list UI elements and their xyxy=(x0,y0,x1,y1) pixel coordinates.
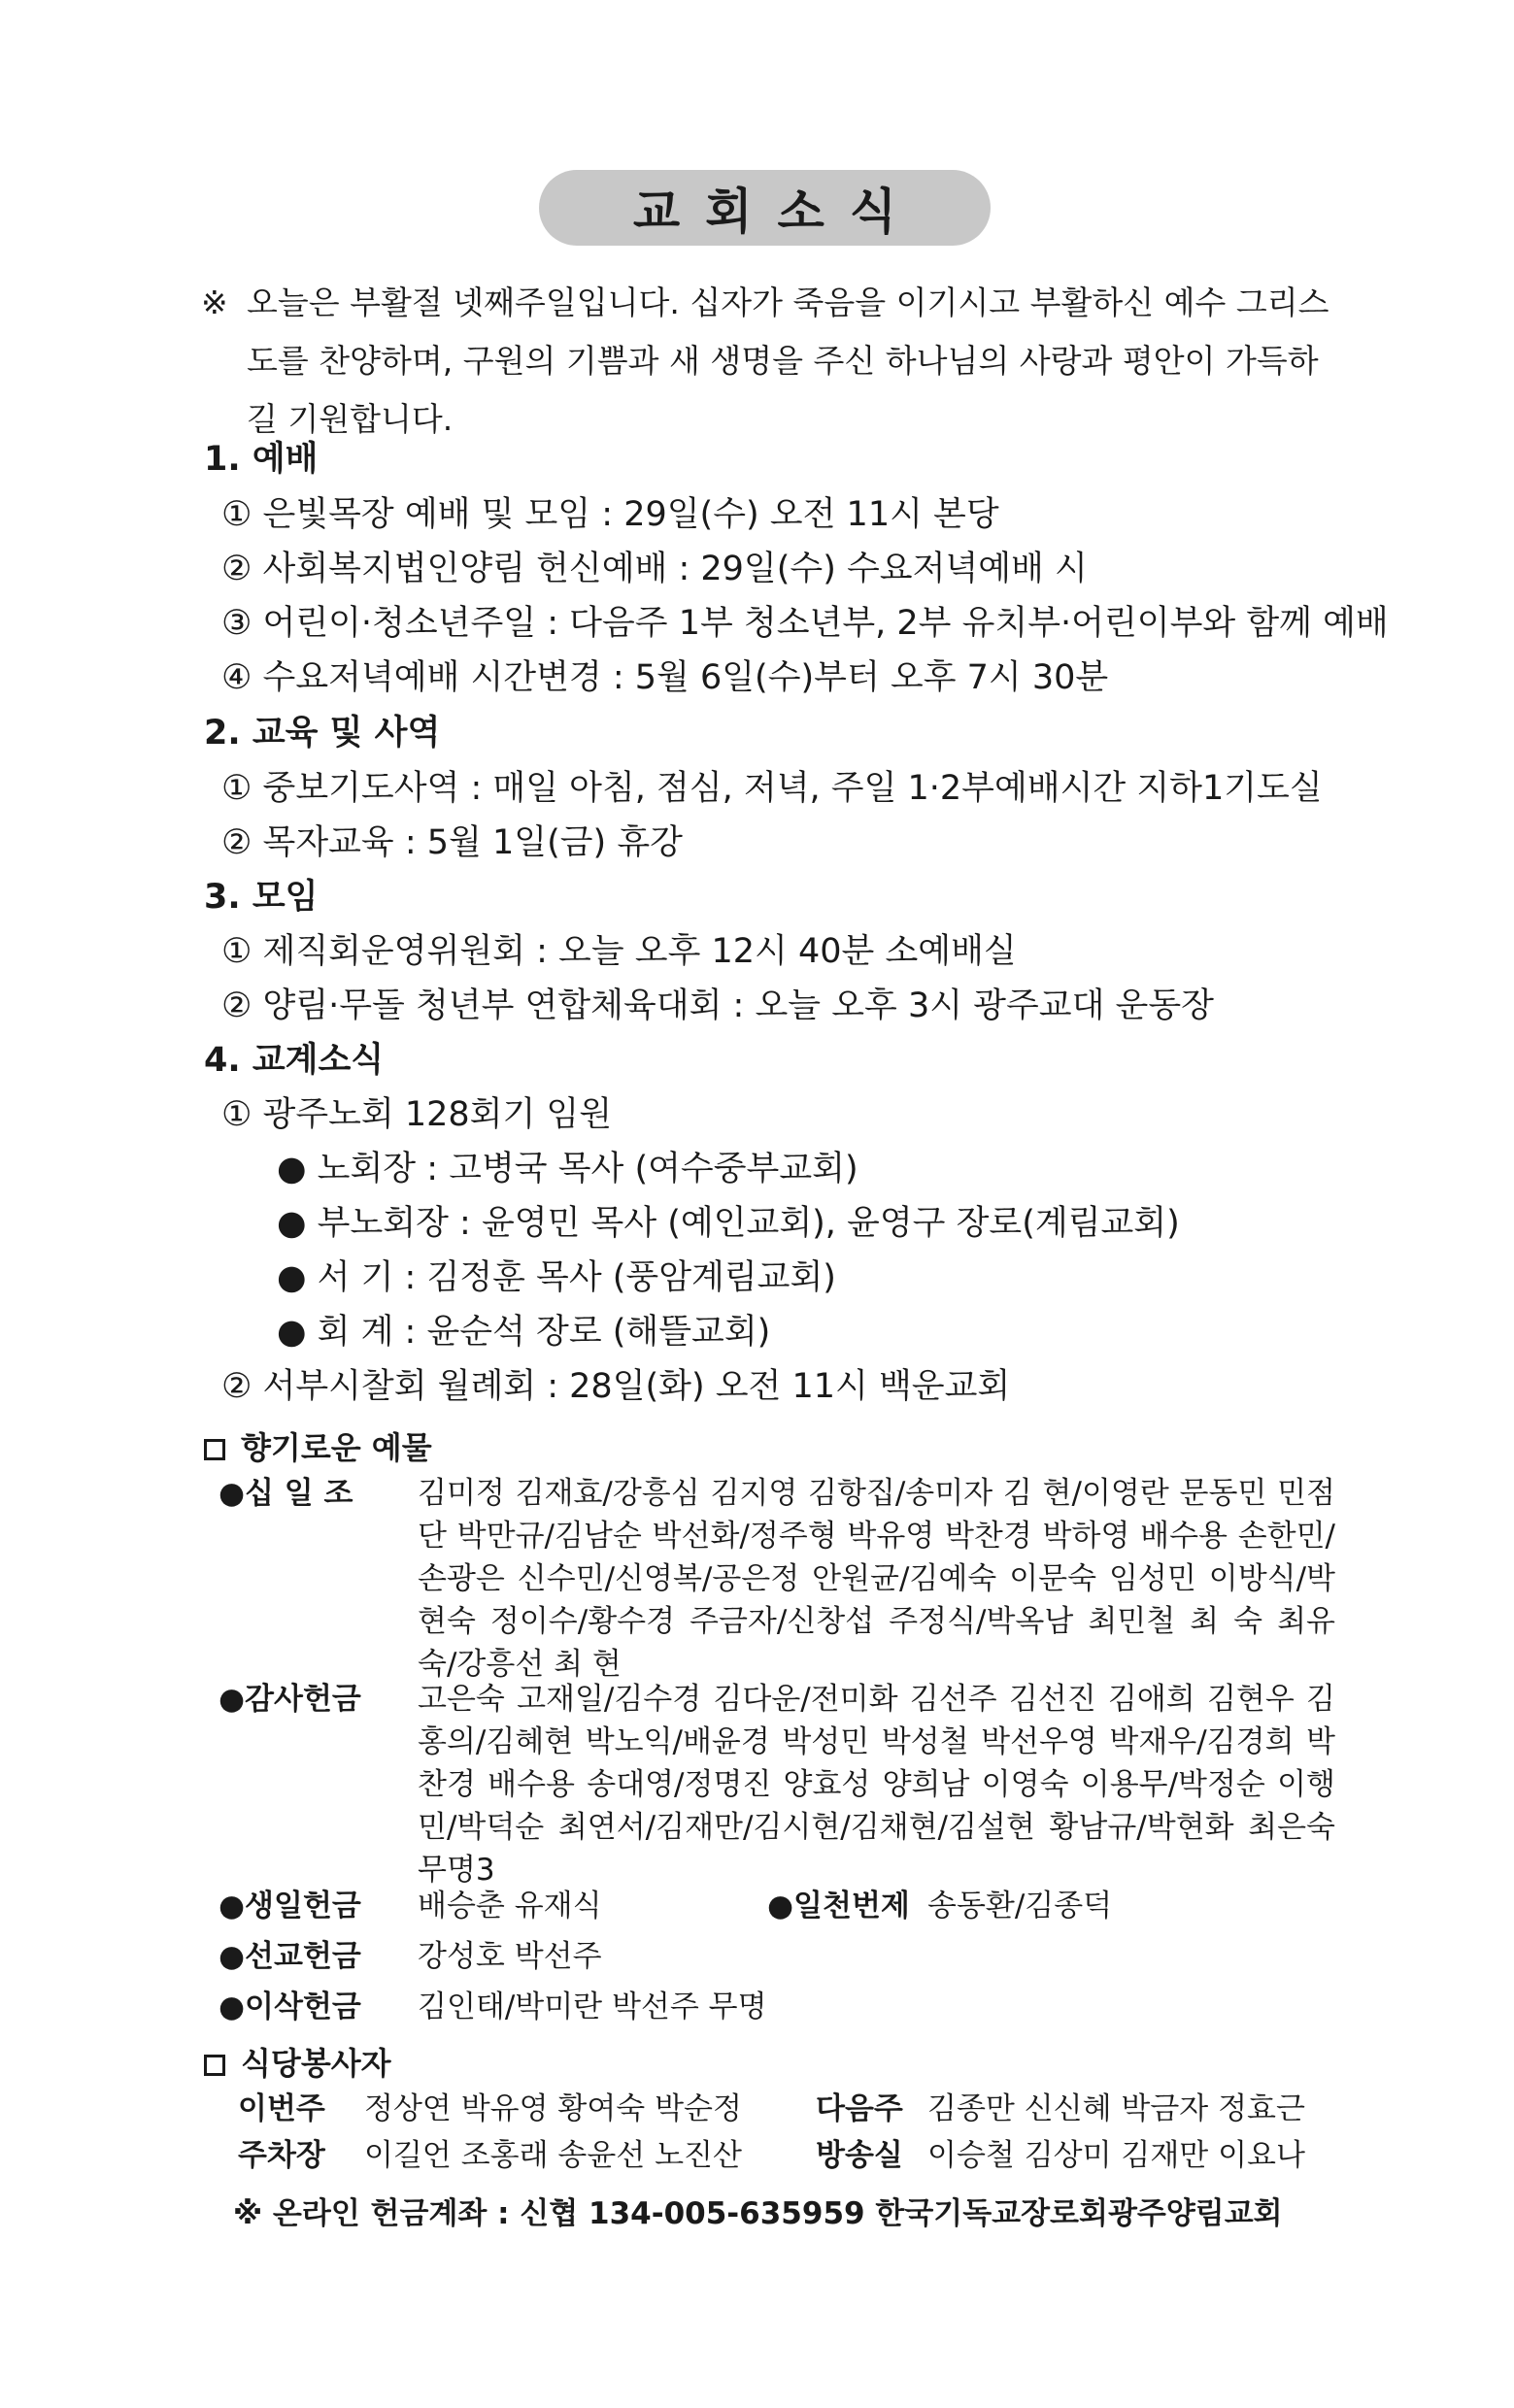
officer-clerk: ● 서 기 : 김정훈 목사 (풍암계림교회) xyxy=(277,1258,836,1297)
reference-mark: ※ xyxy=(201,284,228,321)
parking-names: 이길언 조홍래 송윤선 노진산 xyxy=(364,2138,742,2173)
parking-label: 주차장 xyxy=(238,2138,325,2173)
meeting-item-1: ① 제직회운영위원회 : 오늘 오후 12시 40분 소예배실 xyxy=(221,932,1017,971)
moving-names: 김인태/박미란 박선주 무명 xyxy=(418,1990,767,2024)
officer-treasurer: ● 회 계 : 윤순석 장로 (해뜰교회) xyxy=(277,1313,771,1352)
mission-names: 강성호 박선주 xyxy=(418,1939,602,1974)
intro-text: 오늘은 부활절 넷째주일입니다. 십자가 죽음을 이기시고 부활하신 예수 그리스도를 찬양하며, 구원의 기쁨과 새 생명을 주신 하나님의 사랑과 평안이 가득하길 기원합니다. xyxy=(247,284,1329,438)
worship-item-4: ④ 수요저녁예배 시간변경 : 5월 6일(수)부터 오후 7시 30분 xyxy=(221,658,1109,697)
education-item-2: ② 목자교육 : 5월 1일(금) 휴강 xyxy=(221,823,683,862)
worship-item-3: ③ 어린이·청소년주일 : 다음주 1부 청소년부, 2부 유치부·어린이부와 함께 예배 xyxy=(221,604,1389,643)
birthday-names: 배승춘 유재식 xyxy=(418,1889,602,1923)
section-heading-meetings: 3. 모임 xyxy=(204,878,319,917)
worship-item-1: ① 은빛목장 예배 및 모임 : 29일(수) 오전 11시 본당 xyxy=(221,495,999,534)
meeting-item-2: ② 양림·무돌 청년부 연합체육대회 : 오늘 오후 3시 광주교대 운동장 xyxy=(221,987,1214,1025)
section-heading-education: 2. 교육 및 사역 xyxy=(204,714,441,752)
this-week-label: 이번주 xyxy=(238,2091,325,2126)
thanks-names: 고은숙 고재일/김수경 김다운/전미화 김선주 김선진 김애희 김현우 김홍의/김혜현 박노익/배윤경 박성민 박성철 박선우영 박재우/김경희 박찬경 배수용 송대영/정명진 양효성 양희남 이영숙 이용무/박정순 이행민/박덕순 최연서/김재만/김시현/김채현/김설현 황남규/박현화 최은숙 무명3 xyxy=(418,1682,1335,1888)
broadcast-names: 이승철 김상미 김재만 이요나 xyxy=(927,2138,1305,2173)
mission-label: ●선교헌금 xyxy=(219,1939,361,1974)
church-news-item-2: ② 서부시찰회 월례회 : 28일(화) 오전 11시 백운교회 xyxy=(221,1367,1011,1406)
onethousand-names: 송동환/김종덕 xyxy=(927,1889,1113,1923)
onethousand-label: ●일천번제 xyxy=(767,1889,910,1923)
square-bullet-icon xyxy=(204,1439,225,1460)
this-week-names: 정상연 박유영 황여숙 박순정 xyxy=(364,2091,742,2126)
section-heading-church-news: 4. 교계소식 xyxy=(204,1041,385,1080)
intro-paragraph xyxy=(201,274,1330,449)
tithe-names: 김미정 김재효/강흥심 김지영 김항집/송미자 김 현/이영란 문동민 민점단 박만규/김남순 박선화/정주형 박유영 박찬경 박하영 배수용 손한민/손광은 신수민/신영복/공은정 안원균/김예숙 이문숙 임성민 이방식/박현숙 정이수/황수경 주금자/신창섭 주정식/박옥남 최민철 최 숙 최유숙/강흥선 최 현 xyxy=(418,1476,1335,1682)
next-week-names: 김종만 신신혜 박금자 정효근 xyxy=(927,2091,1305,2126)
broadcast-label: 방송실 xyxy=(816,2138,903,2173)
offerings-heading: 향기로운 예물 xyxy=(204,1423,432,1472)
next-week-label: 다음주 xyxy=(816,2091,903,2126)
education-item-1: ① 중보기도사역 : 매일 아침, 점심, 저녁, 주일 1·2부예배시간 지하1기도실 xyxy=(221,769,1323,808)
worship-item-2: ② 사회복지법인양림 헌신예배 : 29일(수) 수요저녁예배 시 xyxy=(221,550,1088,588)
officer-vice-moderator: ● 부노회장 : 윤영민 목사 (예인교회), 윤영구 장로(계림교회) xyxy=(277,1204,1180,1243)
kitchen-heading: 식당봉사자 xyxy=(204,2039,391,2088)
tithe-label: ●십 일 조 xyxy=(219,1476,353,1511)
officer-moderator: ● 노회장 : 고병국 목사 (여수중부교회) xyxy=(277,1150,858,1188)
section-heading-worship: 1. 예배 xyxy=(204,440,319,479)
online-offering-account: ※ 온라인 헌금계좌 : 신협 134-005-635959 한국기독교장로회광주양림교회 xyxy=(233,2196,1283,2231)
birthday-label: ●생일헌금 xyxy=(219,1889,361,1923)
thanks-label: ●감사헌금 xyxy=(219,1682,361,1717)
page-title: 교회소식 xyxy=(539,170,991,246)
square-bullet-icon xyxy=(204,2055,225,2076)
church-news-item-1: ① 광주노회 128회기 임원 xyxy=(221,1095,613,1134)
moving-label: ●이삭헌금 xyxy=(219,1990,361,2024)
